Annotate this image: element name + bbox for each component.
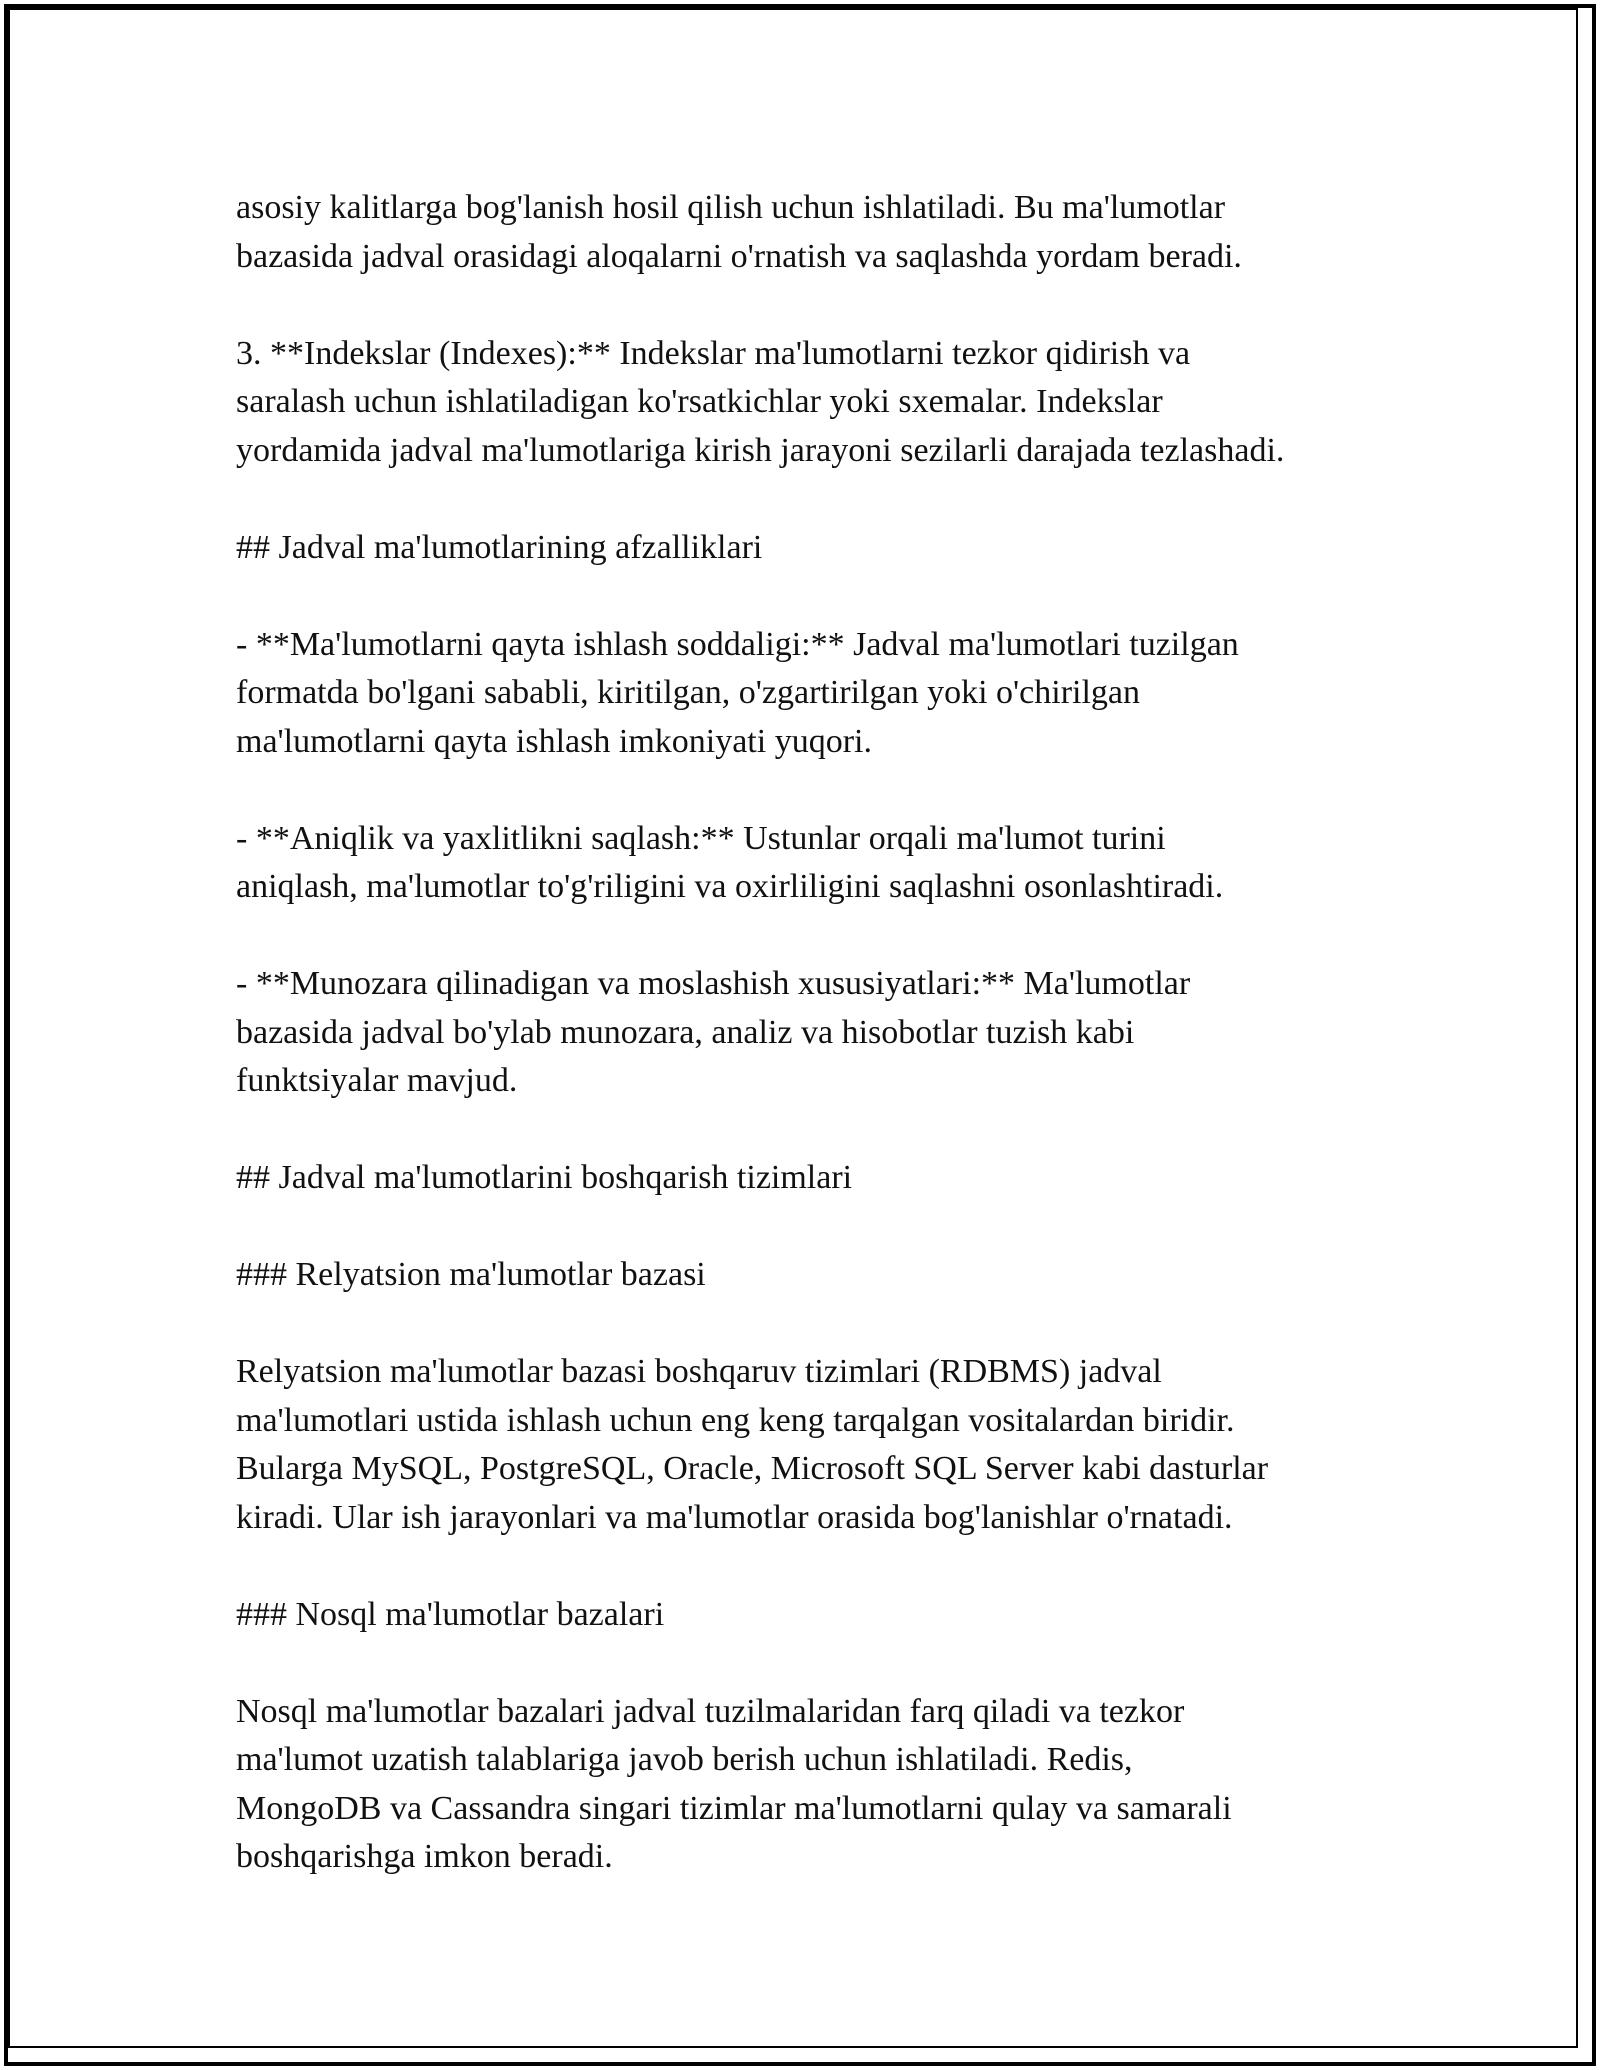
paragraph-indexes: 3. **Indekslar (Indexes):** Indekslar ma'lumotlarni tezkor qidirish va saralash uchun ishlatiladigan ko'rsatkichlar yoki sxemalar. Indekslar yordamida jadval ma'lumotlariga kirish jarayoni sezilarli darajada tezlashadi.	[236, 334, 1285, 469]
list-item-accuracy-integrity: - **Aniqlik va yaxlitlikni saqlash:** Ustunlar orqali ma'lumot turini aniqlash, ma'lumotlar to'g'riligini va oxirliligini saqlashni osonlashtiradi.	[236, 819, 1224, 905]
subheading-nosql-databases: ### Nosql ma'lumotlar bazalari	[236, 1595, 665, 1633]
document-body	[236, 184, 1386, 1882]
list-item-discussion-adaptation: - **Munozara qilinadigan va moslashish xususiyatlari:** Ma'lumotlar bazasida jadval bo'ylab munozara, analiz va hisobotlar tuzish kabi funktsiyalar mavjud.	[236, 965, 1191, 1099]
heading-management-systems: ## Jadval ma'lumotlarini boshqarish tizimlari	[236, 1159, 853, 1196]
paragraph-foreign-keys-continuation: asosiy kalitlarga bog'lanish hosil qilish uchun ishlatiladi. Bu ma'lumotlar bazasida jadval orasidagi aloqalarni o'rnatish va saqlashda yordam beradi.	[236, 189, 1242, 275]
list-item-processing-simplicity: - **Ma'lumotlarni qayta ishlash soddaligi:** Jadval ma'lumotlari tuzilgan formatda bo'lgani sababli, kiritilgan, o'zgartirilgan yoki o'chirilgan ma'lumotlarni qayta ishlash imkoniyati yuqori.	[236, 625, 1239, 760]
subheading-relational-database: ### Relyatsion ma'lumotlar bazasi	[236, 1256, 706, 1293]
paragraph-nosql: Nosql ma'lumotlar bazalari jadval tuzilmalaridan farq qiladi va tezkor ma'lumot uzatish talablariga javob berish uchun ishlatiladi. Redis, MongoDB va Cassandra singari tizimlar ma'lumotlarni qulay va samarali boshqarishga imkon beradi.	[236, 1692, 1232, 1875]
heading-advantages: ## Jadval ma'lumotlarining afzalliklari	[236, 528, 763, 566]
paragraph-rdbms: Relyatsion ma'lumotlar bazasi boshqaruv tizimlari (RDBMS) jadval ma'lumotlari ustida ishlash uchun eng keng tarqalgan vositalardan biridir. Bularga MySQL, PostgreSQL, Oracle, Microsoft SQL Server kabi dasturlar kiradi. Ular ish jarayonlari va ma'lumotlar orasida bog'lanishlar o'rnatadi.	[236, 1353, 1269, 1536]
